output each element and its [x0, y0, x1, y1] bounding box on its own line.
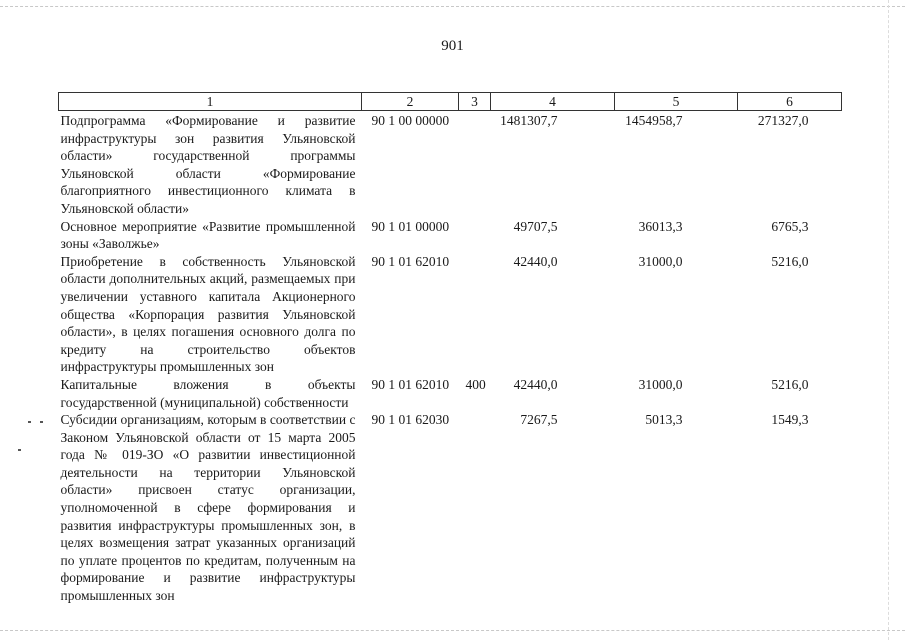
- scan-speck: [40, 421, 43, 423]
- scan-speck: [28, 421, 31, 423]
- row-type: 400: [465, 376, 486, 392]
- row-value-col4: 42440,0: [513, 253, 558, 269]
- table-row: [59, 218, 842, 253]
- row-value-col4: 49707,5: [513, 218, 558, 234]
- row-code: 90 1 01 00000: [371, 218, 450, 234]
- row-name: Основное мероприятие «Развитие промышленной зоны «Заволжье»: [60, 218, 356, 252]
- header-col-1: 1: [59, 93, 362, 111]
- table-row: [59, 253, 842, 376]
- row-value-col5: 31000,0: [638, 253, 683, 269]
- row-value-col6: 6765,3: [771, 218, 809, 234]
- scan-edge-bottom: [0, 630, 905, 632]
- row-value-col5: 1454958,7: [625, 113, 683, 128]
- page-number: 901: [441, 38, 464, 54]
- scan-edge-right: [888, 0, 890, 640]
- header-col-2: 2: [362, 93, 459, 111]
- row-value-col4: 7267,5: [520, 412, 558, 428]
- row-value-col5: 36013,3: [638, 218, 683, 234]
- row-value-col5: 31000,0: [638, 376, 683, 392]
- row-value-col5: 5013,3: [645, 412, 683, 428]
- header-col-5: 5: [615, 93, 738, 111]
- header-col-6: 6: [738, 93, 842, 111]
- row-value-col4: 1481307,7: [500, 113, 558, 128]
- row-type: [459, 253, 491, 376]
- row-name: Субсидии организациям, которым в соответствии с Законом Ульяновской области от 15 марта 2005 года № 019-ЗО «О развитии инвестиционной деятельности на территории Ульяновской области» присвоен статус организации, уполномоченной в сфере формирования и развития инфраструктуры промышленных зон, в целях возмещения затрат указанных организаций по уплате процентов по кредитам, полученным на формирование и развитие инфраструктуры промышленных зон: [60, 412, 356, 604]
- row-value-col6: 5216,0: [771, 253, 809, 269]
- row-value-col4: 42440,0: [513, 376, 558, 392]
- header-col-3: 3: [459, 93, 491, 111]
- row-type: [459, 411, 491, 605]
- table-row: [59, 376, 842, 411]
- row-name: Приобретение в собственность Ульяновской области дополнительных акций, размещаемых при увеличении уставного капитала Акционерного общества «Корпорация развития Ульяновской области», в целях погашения основного долга по кредиту на строительство объектов инфраструктуры промышленных зон: [60, 253, 356, 375]
- scan-edge-top: [0, 6, 905, 8]
- row-code: 90 1 00 00000: [371, 113, 450, 128]
- row-value-col6: 271327,0: [757, 113, 809, 128]
- table-row: [59, 111, 842, 218]
- row-type: [459, 111, 491, 218]
- row-code: 90 1 01 62010: [371, 253, 450, 269]
- header-col-4: 4: [491, 93, 615, 111]
- scan-speck: [18, 449, 21, 451]
- row-code: 90 1 01 62030: [371, 412, 450, 428]
- budget-table: [58, 92, 842, 605]
- row-value-col6: 5216,0: [771, 376, 809, 392]
- header-row: [59, 93, 842, 111]
- row-type: [459, 218, 491, 253]
- row-code: 90 1 01 62010: [371, 376, 450, 392]
- row-name: Капитальные вложения в объекты государственной (муниципальной) собственности: [60, 376, 356, 410]
- row-name: Подпрограмма «Формирование и развитие инфраструктуры зон развития Ульяновской области» государственной программы Ульяновской области «Формирование благоприятного инвестиционного климата в Ульяновской области»: [60, 113, 356, 216]
- row-value-col6: 1549,3: [771, 412, 809, 428]
- table-row: [59, 411, 842, 605]
